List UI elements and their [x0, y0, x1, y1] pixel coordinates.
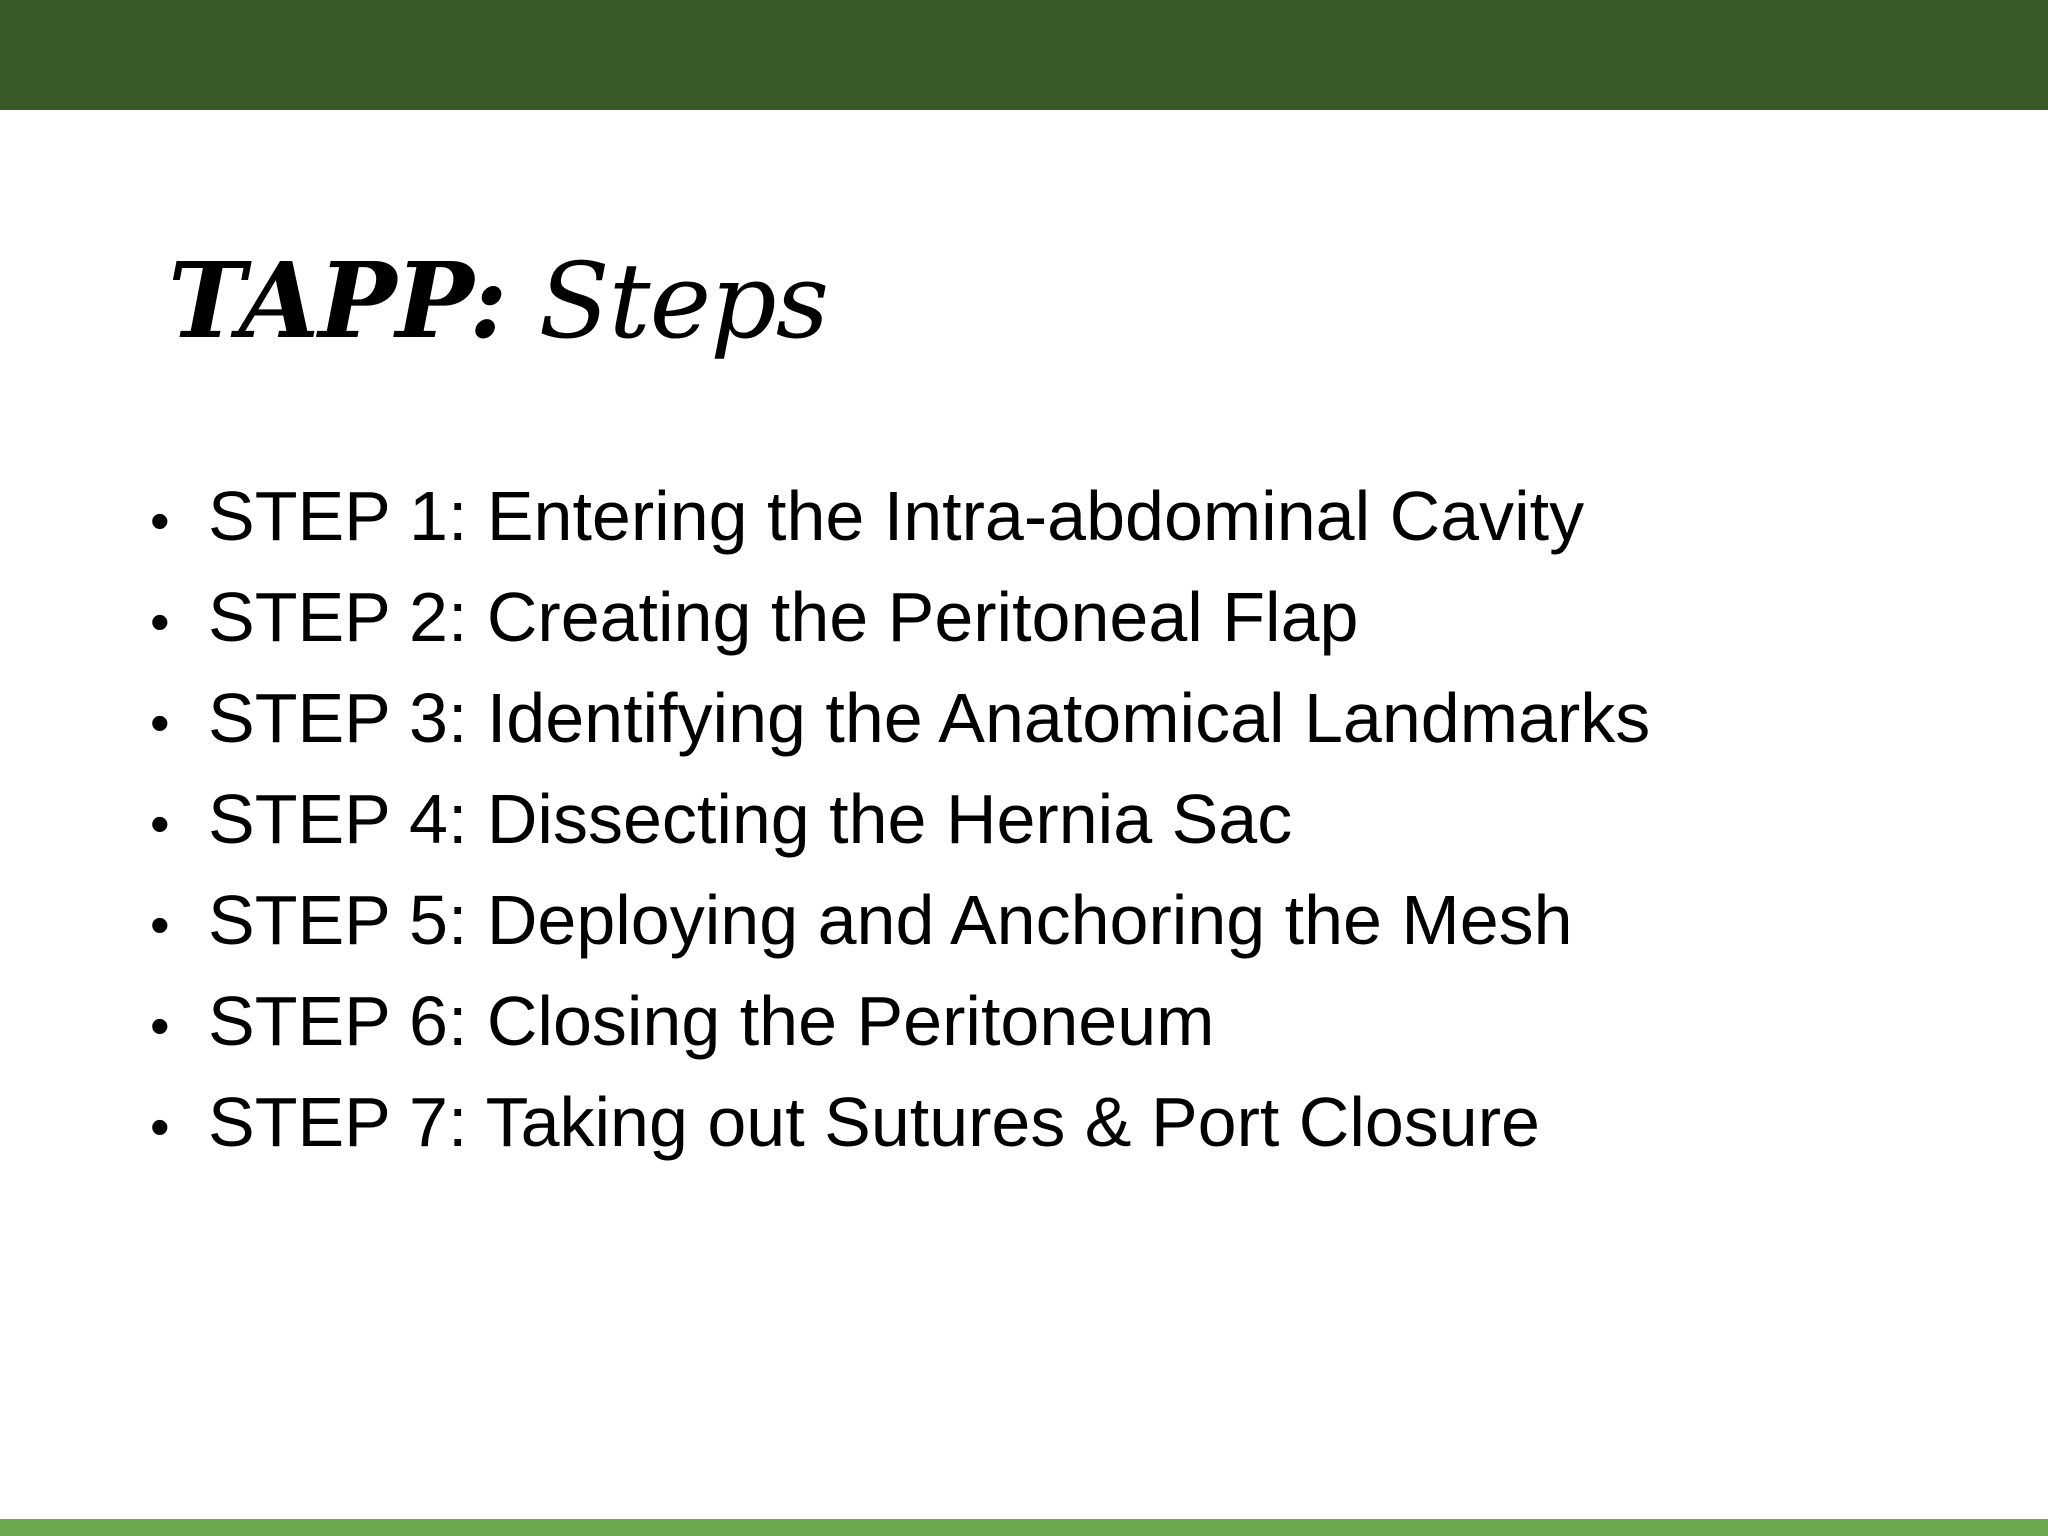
title-rest: Steps	[506, 240, 829, 362]
step-text: STEP 3: Identifying the Anatomical Landmarks	[208, 679, 1651, 757]
step-text: STEP 5: Deploying and Anchoring the Mesh	[208, 881, 1573, 959]
bullet-icon: •	[150, 1095, 170, 1158]
step-text: STEP 1: Entering the Intra-abdominal Cavity	[208, 477, 1585, 555]
list-item	[150, 468, 1650, 569]
list-item	[150, 771, 1650, 872]
step-text: STEP 6: Closing the Peritoneum	[208, 982, 1215, 1060]
bullet-icon: •	[150, 994, 170, 1057]
bullet-icon: •	[150, 590, 170, 653]
step-text: STEP 2: Creating the Peritoneal Flap	[208, 578, 1359, 656]
bottom-accent-bar	[0, 1519, 2048, 1536]
list-item	[150, 569, 1650, 670]
step-text: STEP 4: Dissecting the Hernia Sac	[208, 780, 1293, 858]
title-strong: TAPP:	[168, 239, 507, 362]
list-item	[150, 872, 1650, 973]
bullet-icon: •	[150, 893, 170, 956]
steps-list	[150, 468, 1650, 1175]
bullet-icon: •	[150, 792, 170, 855]
list-item	[150, 1074, 1650, 1175]
step-text: STEP 7: Taking out Sutures & Port Closure	[208, 1083, 1540, 1161]
bullet-icon: •	[150, 489, 170, 552]
bullet-icon: •	[150, 691, 170, 754]
list-item	[150, 973, 1650, 1074]
list-item	[150, 670, 1650, 771]
slide-title	[168, 236, 828, 366]
top-accent-bar	[0, 0, 2048, 110]
